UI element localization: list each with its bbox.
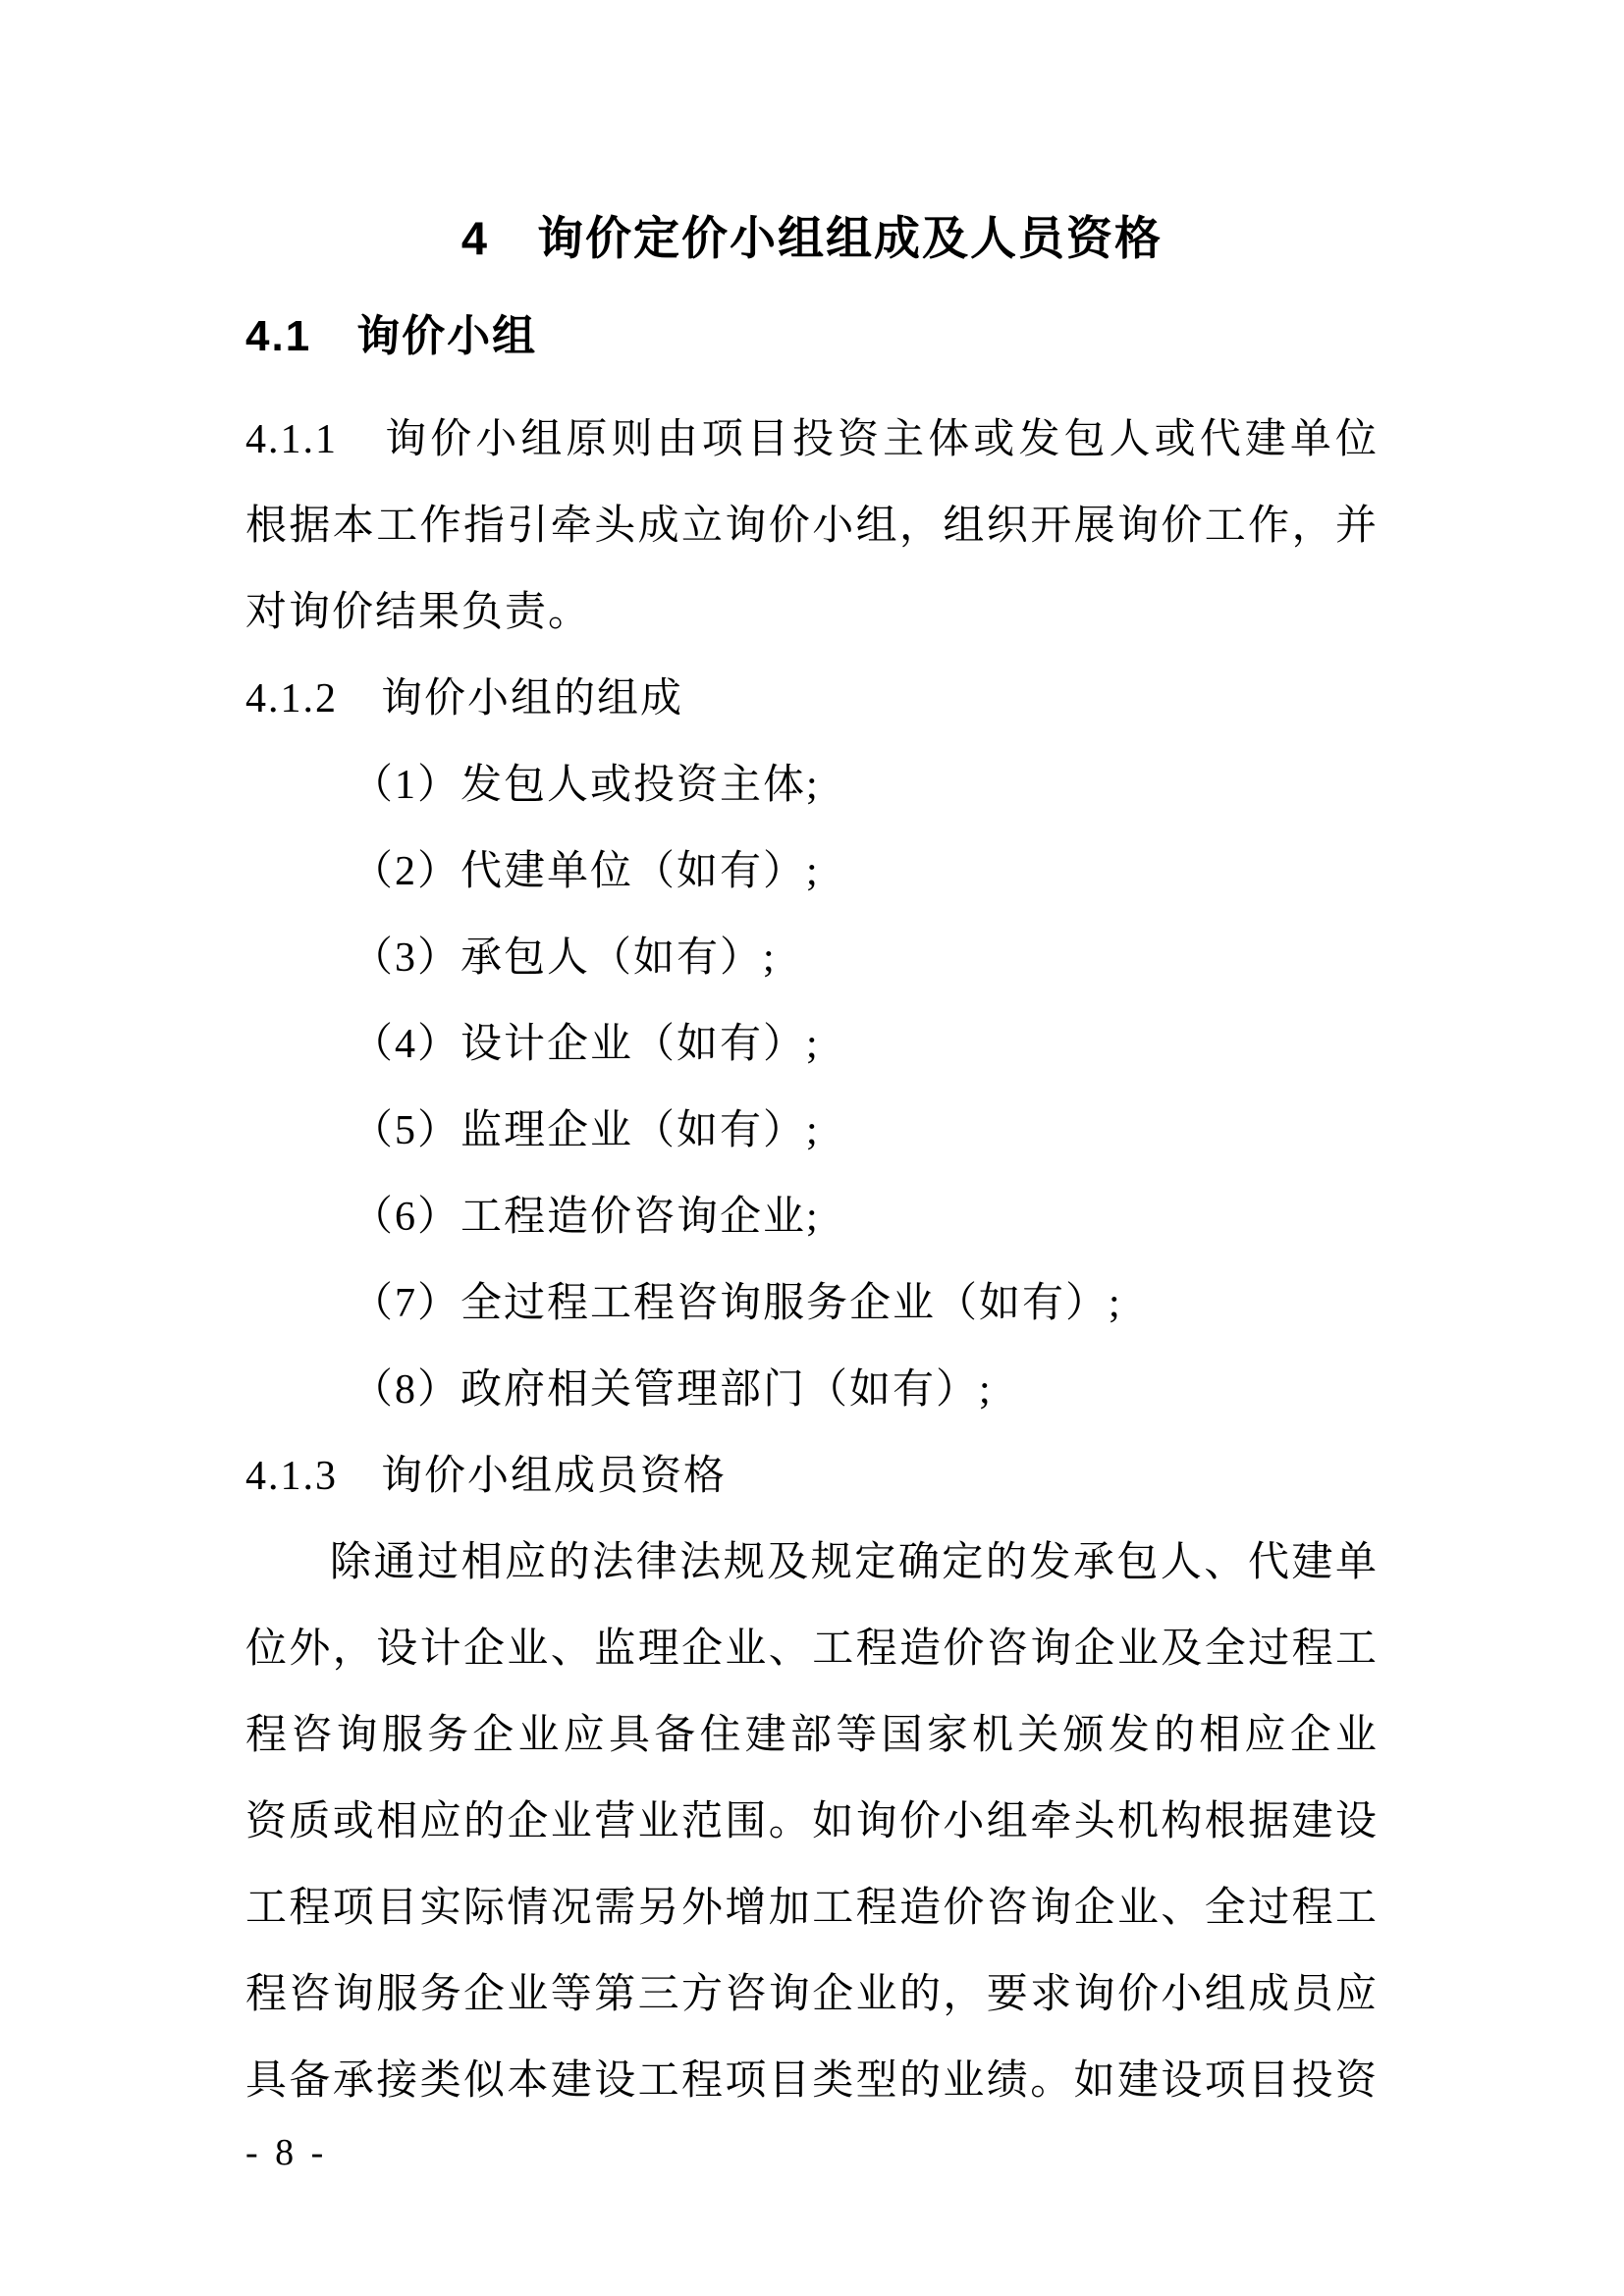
paragraph-line: 资质或相应的企业营业范围。如询价小组牵头机构根据建设 bbox=[245, 1799, 1379, 1844]
list-item-4: （4）设计企业（如有）; bbox=[352, 1022, 820, 1067]
paragraph-line: 程咨询服务企业等第三方咨询企业的，要求询价小组成员应 bbox=[245, 1972, 1379, 2017]
paragraph-line: 具备承接类似本建设工程项目类型的业绩。如建设项目投资 bbox=[245, 2058, 1379, 2104]
chapter-title: 4 询价定价小组组成及人员资格 bbox=[460, 212, 1164, 264]
list-item-7: （7）全过程工程咨询服务企业（如有）; bbox=[352, 1281, 1122, 1326]
list-item-1: （1）发包人或投资主体; bbox=[352, 763, 820, 808]
section-heading-4-1: 4.1 询价小组 bbox=[245, 312, 538, 360]
clause-4-1-1-line: 4.1.1 询价小组原则由项目投资主体或发包人或代建单位 bbox=[245, 417, 1379, 462]
list-item-6: （6）工程造价咨询企业; bbox=[352, 1195, 820, 1240]
paragraph-line: 程咨询服务企业应具备住建部等国家机关颁发的相应企业 bbox=[245, 1713, 1379, 1758]
list-item-3: （3）承包人（如有）; bbox=[352, 935, 777, 981]
paragraph-line: 除通过相应的法律法规及规定确定的发承包人、代建单 bbox=[330, 1540, 1379, 1585]
paragraph-line: 位外，设计企业、监理企业、工程造价咨询企业及全过程工 bbox=[245, 1627, 1379, 1672]
clause-4-1-3-heading: 4.1.3 询价小组成员资格 bbox=[245, 1454, 728, 1499]
paragraph-line: 对询价结果负责。 bbox=[245, 590, 592, 635]
list-item-2: （2）代建单位（如有）; bbox=[352, 849, 820, 894]
paragraph-line: 工程项目实际情况需另外增加工程造价咨询企业、全过程工 bbox=[245, 1886, 1379, 1931]
paragraph-line: 根据本工作指引牵头成立询价小组，组织开展询价工作，并 bbox=[245, 504, 1379, 549]
clause-4-1-2-heading: 4.1.2 询价小组的组成 bbox=[245, 676, 684, 721]
page-number: - 8 - bbox=[245, 2132, 328, 2173]
list-item-8: （8）政府相关管理部门（如有）; bbox=[352, 1367, 993, 1413]
list-item-5: （5）监理企业（如有）; bbox=[352, 1108, 820, 1153]
